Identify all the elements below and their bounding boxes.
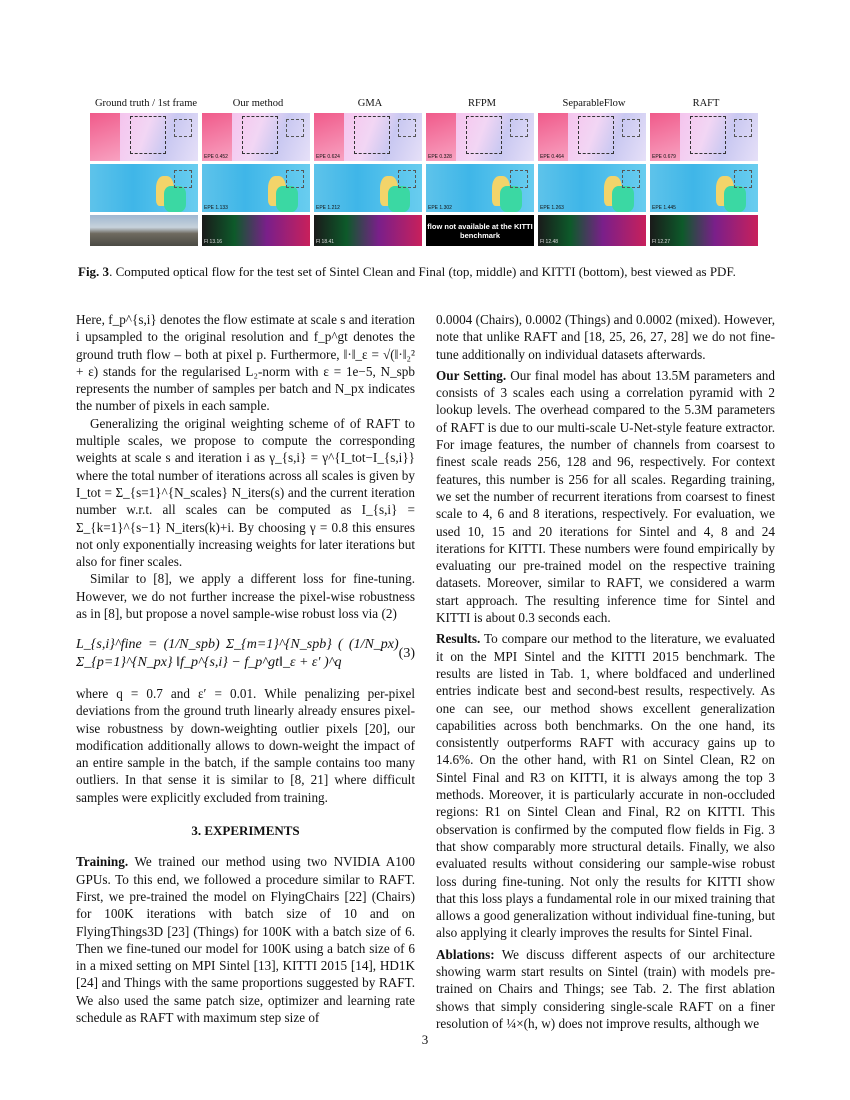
fl-label: Fl 18.41 xyxy=(316,239,335,245)
epe-label: EPE 1.212 xyxy=(316,205,340,211)
sintel-final-rfpm xyxy=(426,164,534,212)
epe-label: EPE 1.302 xyxy=(428,205,452,211)
right-column xyxy=(436,311,775,1032)
fl-label: Fl 12.48 xyxy=(540,239,559,245)
paragraph-training xyxy=(76,853,415,1026)
run-in-heading: Ablations: xyxy=(436,946,495,962)
paragraph-text: We discuss different aspects of our architecture showing warm start results on Sintel (train) with models pre-trained on Chairs and Things; see Tab. 2. The first ablation shows that simply considering single-scale RAFT on a finer resolution of ¼×(h, w) does not improve results, although we xyxy=(436,946,775,1031)
col-header-rfpm: RFPM xyxy=(467,98,497,109)
paragraph-text: Our final model has about 13.5M parameters and consists of 3 scales each using a correlation pyramid with 2 lookup levels. The overhead compared to the 5.3M parameters of RAFT is due to our multi-scale U-Net-style feature extractor. For image features, the number of channels from coarsest to finest scale reads 256, 128 and 96, respectively. For context features, this number is 256 for all scales. Regarding training, we set the number of recurrent iterations from coarsest to finest scale to 4, 6 and 8 iterations, respectively. For evaluation, we used 10, 15 and 20 iterations for Sintel and 4, 8 and 24 iterations for KITTI. These numbers were found empirically by evaluating our pre-trained model on the respective training datasets. Moreover, similar to RAFT, we considered a warm start approach. The resulting inference time for Sintel and KITTI is about 0.3 seconds each. xyxy=(436,367,775,626)
col-header-gma: GMA xyxy=(357,98,383,109)
figure-grid xyxy=(90,113,766,246)
epe-label: EPE 0.679 xyxy=(652,154,676,160)
kitti-separableflow xyxy=(538,215,646,246)
epe-label: EPE 1.445 xyxy=(652,205,676,211)
sintel-clean-rfpm xyxy=(426,113,534,161)
sintel-final-gma xyxy=(314,164,422,212)
sintel-final-raft xyxy=(650,164,758,212)
paragraph-text: To compare our method to the literature, we evaluated it on the MPI Sintel and the KITTI 2015 benchmark. The results are listed in Tab. 1, where boldfaced and underlined entries indicate best and second-best results, respectively. As one can see, our method shows excellent generalization capabilities across both benchmarks. On the one hand, its consistently outperforms RAFT with accuracy gains up to 14.6%. On the other hand, with R1 on Sintel Clean, R2 on Sintel Final and R3 on KITTI, it is always among the top 3 methods. Moreover, it is particularly accurate in non-occluded regions: R1 on Sintel Clean and Final, R2 on KITTI. This observation is confirmed by the computed flow fields in Fig. 3 that show comparably more structural details. Finally, we also evaluated results without considering our sample-wise robust loss during fine-tuning. Not only the results for KITTI show that this loss plays a fundamental role in our mixed training that allows a good generalization without individual fine-tuning, but also applying it clearly improves the results for Sintel Final. xyxy=(436,631,775,941)
sintel-clean-gma xyxy=(314,113,422,161)
epe-label: EPE 0.328 xyxy=(428,154,452,160)
run-in-heading: Our Setting. xyxy=(436,367,507,383)
epe-label: EPE 0.452 xyxy=(204,154,228,160)
epe-label: EPE 0.624 xyxy=(316,154,340,160)
kitti-rfpm-not-available xyxy=(426,215,534,246)
left-column xyxy=(76,311,415,1026)
paragraph: Here, f_p^{s,i} denotes the flow estimate at scale s and iteration i upsampled to the original resolution and f_p^gt denotes the ground truth flow – both at pixel p. Furthermore, ‖·‖_ε = √(‖·‖₂² + ε) stands for the regularised L₂-norm with ε = 1e−5, N_spb represents the number of samples per batch and N_px indicates the number of pixels in each sample. xyxy=(76,312,415,414)
col-header-raft: RAFT xyxy=(692,98,720,109)
caption-label: Fig. 3 xyxy=(78,264,110,279)
caption-text: . Computed optical flow for the test set of Sintel Clean and Final (top, middle) and KITTI (bottom), best viewed as PDF. xyxy=(109,264,736,279)
col-header-our-method: Our method xyxy=(232,98,284,109)
epe-label: EPE 1.133 xyxy=(204,205,228,211)
col-header-ground-truth: Ground truth / 1st frame xyxy=(94,98,198,109)
paragraph: where q = 0.7 and ε′ = 0.01. While penalizing per-pixel deviations from the ground truth linearly already ensures pixel-wise robustness by down-weighting outlier pixels [20], our modification additionally allows to down-weight the impact of an entire sample in the batch, if the sample contains too many outliers. In that sense it is similar to [8, 21] where difficult samples were explicitly excluded from training. xyxy=(76,685,415,805)
figure-caption xyxy=(78,264,778,280)
epe-label: EPE 1.263 xyxy=(540,205,564,211)
run-in-heading: Results. xyxy=(436,631,481,647)
col-header-separableflow: SeparableFlow xyxy=(562,98,626,109)
not-available-text: flow not available at the KITTI benchmark xyxy=(427,221,533,240)
fl-label: Fl 13.16 xyxy=(204,239,223,245)
equation-number: (3) xyxy=(398,645,415,661)
sintel-clean-our-method xyxy=(202,113,310,161)
sintel-clean-ground-truth xyxy=(90,113,198,161)
figure-3 xyxy=(90,98,766,246)
paragraph: Similar to [8], we apply a different loss for fine-tuning. However, we do not further increase the pixel-wise robustness as in [8], but propose a novel sample-wise robust loss via (2) xyxy=(76,571,415,622)
kitti-our-method xyxy=(202,215,310,246)
fl-label: Fl 12.27 xyxy=(652,239,671,245)
kitti-gma xyxy=(314,215,422,246)
sintel-final-separableflow xyxy=(538,164,646,212)
equation-3 xyxy=(76,636,415,671)
sintel-final-ground-truth xyxy=(90,164,198,212)
section-heading: 3. EXPERIMENTS xyxy=(191,823,300,839)
equation-body: L_{s,i}^fine = (1/N_spb) Σ_{m=1}^{N_spb} ( (1/N_px) Σ_{p=1}^{N_px} ‖f_p^{s,i} − f_p^gt‖_ε + ε′ )^q xyxy=(76,637,399,670)
figure-column-headers xyxy=(90,98,766,109)
paragraph: Generalizing the original weighting scheme of of RAFT to multiple scales, we propose to compute the corresponding weights at scale s and iteration i as γ_{s,i} = γ^{I_tot−I_{s,i}} where the total number of iterations across all scales is given by I_tot = Σ_{s=1}^{N_scales} N_iters(s) and the current iteration number w.r.t. all scales can be computed as I_{s,i} = Σ_{k=1}^{s−1} N_iters(k)+i. By choosing γ = 0.8 this ensures not only exponentially increasing weights for later iterations but also for finer scales. xyxy=(76,415,415,570)
paragraph: 0.0004 (Chairs), 0.0002 (Things) and 0.0002 (mixed). However, note that unlike RAFT and [18, 25, 26, 27, 28] we do not fine-tune additionally on individual datasets afterwards. xyxy=(436,312,775,362)
paragraph-text: We trained our method using two NVIDIA A100 GPUs. To this end, we followed a procedure similar to RAFT. First, we pre-trained the model on FlyingChairs [22] (Chairs) for 100K iterations with batch size of 10 and on FlyingThings3D [23] (Things) for 100K with a batch size of 6. Then we fine-tuned our model for 100K using a batch size of 6 in a mixed setting on MPI Sintel [13], KITTI 2015 [14], HD1K [24] and Things with the same proportions suggested by RAFT. We also used the same patch size, optimizer and learning rate schedule as RAFT with maximum step size of xyxy=(76,854,415,1025)
run-in-heading: Training. xyxy=(76,854,129,870)
sintel-clean-raft xyxy=(650,113,758,161)
paragraph-setting xyxy=(436,367,775,626)
kitti-raft xyxy=(650,215,758,246)
page-number: 3 xyxy=(421,1032,429,1047)
paragraph-results xyxy=(436,630,775,941)
epe-label: EPE 0.464 xyxy=(540,154,564,160)
sintel-final-our-method xyxy=(202,164,310,212)
kitti-first-frame xyxy=(90,215,198,246)
paragraph-ablations xyxy=(436,946,775,1032)
sintel-clean-separableflow xyxy=(538,113,646,161)
